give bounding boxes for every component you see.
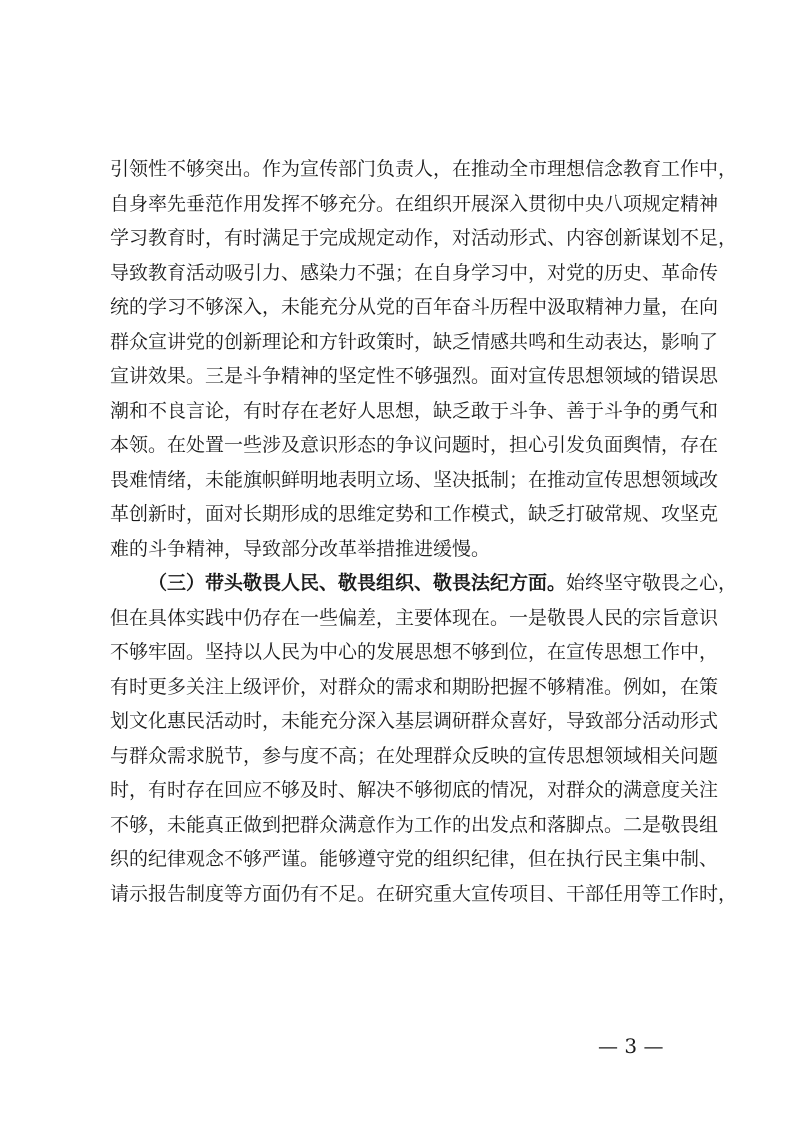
text-line: 不够牢固。坚持以人民为中心的发展思想不够到位，在宣传思想工作中， [110,641,719,663]
body-text [110,152,738,911]
text-line: 时，有时存在回应不够及时、解决不够彻底的情况，对群众的满意度关注 [110,779,719,801]
text-line: 导致教育活动吸引力、感染力不强；在自身学习中，对党的历史、革命传 [110,261,719,284]
text-line: 畏难情绪，未能旗帜鲜明地表明立场、坚决抵制；在推动宣传思想领域改 [110,468,719,491]
text-line: 宣讲效果。三是斗争精神的坚定性不够强烈。面对宣传思想领域的错误思 [110,365,719,387]
text-line: 但在具体实践中仍存在一些偏差，主要体现在。一是敬畏人民的宗旨意识 [110,606,719,629]
text-span: 始终坚守敬畏之心， [566,572,738,594]
text-line: 请示报告制度等方面仍有不足。在研究重大宣传项目、干部任用等工作时， [110,882,738,905]
text-line: 自身率先垂范作用发挥不够充分。在组织开展深入贯彻中央八项规定精神 [110,192,719,215]
text-line: 引领性不够突出。作为宣传部门负责人，在推动全市理想信念教育工作中， [110,158,738,180]
text-line: 潮和不良言论，有时存在老好人思想，缺乏敢于斗争、善于斗争的勇气和 [110,399,719,422]
text-line [110,566,738,601]
section-heading: （三）带头敬畏人民、敬畏组织、敬畏法纪方面。 [148,572,567,594]
text-line: 不够，未能真正做到把群众满意作为工作的出发点和落脚点。二是敬畏组 [110,813,719,836]
paragraph-2 [110,566,738,911]
text-line: 学习教育时，有时满足于完成规定动作，对活动形式、内容创新谋划不足， [110,227,738,249]
text-line: 难的斗争精神，导致部分改革举措推进缓慢。 [110,537,491,560]
text-line: 有时更多关注上级评价，对群众的需求和期盼把握不够精准。例如，在策 [110,675,719,698]
text-line: 本领。在处置一些涉及意识形态的争议问题时，担心引发负面舆情，存在 [110,434,719,456]
paragraph-1 [110,152,738,566]
page-number: — 3 — [598,1034,664,1058]
text-line: 统的学习不够深入，未能充分从党的百年奋斗历程中汲取精神力量，在向 [110,296,719,318]
text-line: 革创新时，面对长期形成的思维定势和工作模式，缺乏打破常规、攻坚克 [110,503,719,525]
text-line: 织的纪律观念不够严谨。能够遵守党的组织纪律，但在执行民主集中制、 [110,848,719,870]
text-line: 群众宣讲党的创新理论和方针政策时，缺乏情感共鸣和生动表达，影响了 [110,330,719,353]
text-line: 与群众需求脱节，参与度不高；在处理群众反映的宣传思想领域相关问题 [110,744,719,767]
text-line: 划文化惠民活动时，未能充分深入基层调研群众喜好，导致部分活动形式 [110,710,719,732]
